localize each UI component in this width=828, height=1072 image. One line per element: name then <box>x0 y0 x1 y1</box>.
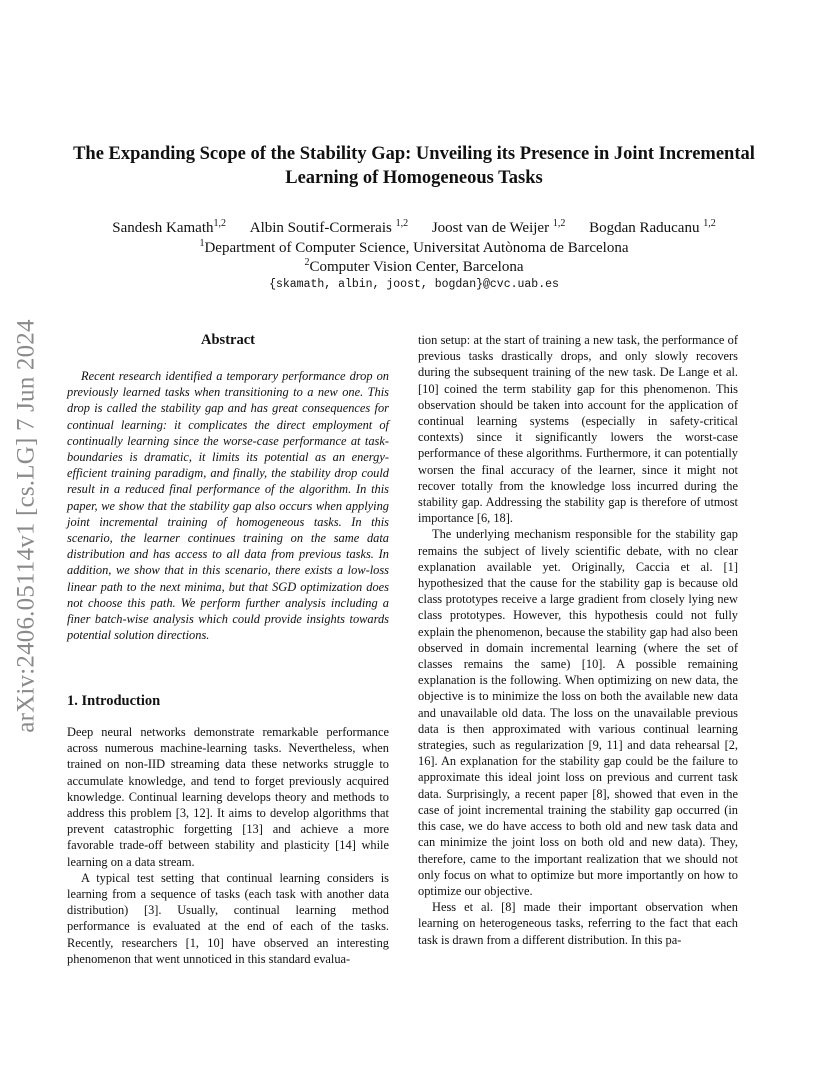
arxiv-identifier: arXiv:2406.05114v1 [cs.LG] 7 Jun 2024 <box>13 319 40 733</box>
introduction-left-column <box>67 724 389 967</box>
author-list <box>60 218 768 238</box>
abstract-paragraph: Recent research identified a temporary performance drop on previously learned tasks when transitioning to a new one. This drop is called the stability gap and has great consequences for continual learning: it complicates the direct employment of continually learning since the worse-case performance at task-boundaries is dramatic, it limits its potential as an energy-efficient training paradigm, and finally, the stability drop could result in a reduced final performance of the algorithm. In this paper, we show that the stability gap also occurs when applying joint incremental training of homogeneous tasks. In this scenario, the learner continues training on the same data distribution and has access to all data from previous tasks. In addition, we show that in this scenario, there exists a low-loss linear path to the next minima, but that SGD optimization does not choose this path. We perform further analysis including a finer batch-wise analysis which could provide insights towards potential solution directions. <box>67 369 389 643</box>
body-paragraph: A typical test setting that continual learning considers is learning from a sequence of tasks (each task with another data distribution) [3]. Usually, continual learning method performance is evaluated at the end of each of the tasks. Recently, researchers [1, 10] have observed an interesting phenomenon that went unnoticed in this standard evalua- <box>67 870 389 966</box>
affiliation: $^1$Department of Computer Science, Universitat Autònoma de Barcelona <box>199 238 629 256</box>
author: Joost van de Weijer $^{1,2}$ <box>431 218 566 236</box>
body-paragraph: The underlying mechanism responsible for the stability gap remains the subject of lively scientific debate, with no clear explanation available yet. Originally, Caccia et al. [1] hypothesized that the cause for the stability gap is because old class prototypes receive a large gradient from closely lying new class prototypes. However, this hypothesis could not fully explain the phenomenon, because the stability gap had also been observed in domain incremental learning (where the set of classes remains the same) [10]. A possible remaining explanation is the following. When optimizing on new data, the objective is to minimize the loss on both the available new data and unavailable old data. The loss on the unavailable previous data is then approximated with various continual learning strategies, such as regularization [9, 11] and data rehearsal [2, 16]. An explanation for the stability gap could be the failure to approximate this ideal joint loss on previous and current task data. Surprisingly, a recent paper [8], showed that even in the case of joint incremental training the stability gap occurred (in this case, we do have access to both old and new task data and can minimize the joint loss on both old and new data). They, therefore, came to the important realization that we should not only focus on what to optimize but more importantly on how to optimize our objective. <box>418 527 738 898</box>
introduction-right-column <box>418 332 738 948</box>
section-heading: 1. Introduction <box>67 693 161 709</box>
paper-title: The Expanding Scope of the Stability Gap: Unveiling its Presence in Joint Incremental Learning of Homogeneous Tasks <box>73 144 755 188</box>
author: Albin Soutif-Cormerais $^{1,2}$ <box>249 218 409 236</box>
author: Sandesh Kamath$^{1,2}$ <box>112 218 226 236</box>
affiliation: $^2$Computer Vision Center, Barcelona <box>304 257 524 275</box>
body-paragraph: Deep neural networks demonstrate remarkable performance across numerous machine-learning tasks. Nevertheless, when trained on non-IID streaming data these networks struggle to accumulate knowledge, and tend to forget previously acquired knowledge. Continual learning develops theory and methods to address this problem [3, 12]. It aims to develop algorithms that prevent catastrophic forgetting [13] and achieve a more favorable trade-off between stability and plasticity [14] while learning on a data stream. <box>67 725 389 869</box>
body-paragraph: Hess et al. [8] made their important observation when learning on heterogeneous tasks, referring to the fact that each task is drawn from a different distribution. In this pa- <box>418 900 738 947</box>
body-paragraph: tion setup: at the start of training a new task, the performance of previous tasks drastically drops, and only slowly recovers during the subsequent training of the new task. De Lange et al. [10] coined the term stability gap for this phenomenon. This observation should be taken into account for the application of continual learning systems (especially in safety-critical contexts) since it significantly lowers the worst-case performance of these algorithms. Furthermore, it can potentially worsen the final accuracy of the learner, since it might not recover totally from the knowledge loss incurred during the stability gap. Addressing the stability gap is therefore of utmost importance [6, 18]. <box>418 333 738 526</box>
author-emails: {skamath, albin, joost, bogdan}@cvc.uab.es <box>269 278 559 291</box>
author: Bogdan Raducanu $^{1,2}$ <box>589 218 716 236</box>
abstract-heading: Abstract <box>201 332 255 348</box>
abstract-body <box>67 368 389 643</box>
